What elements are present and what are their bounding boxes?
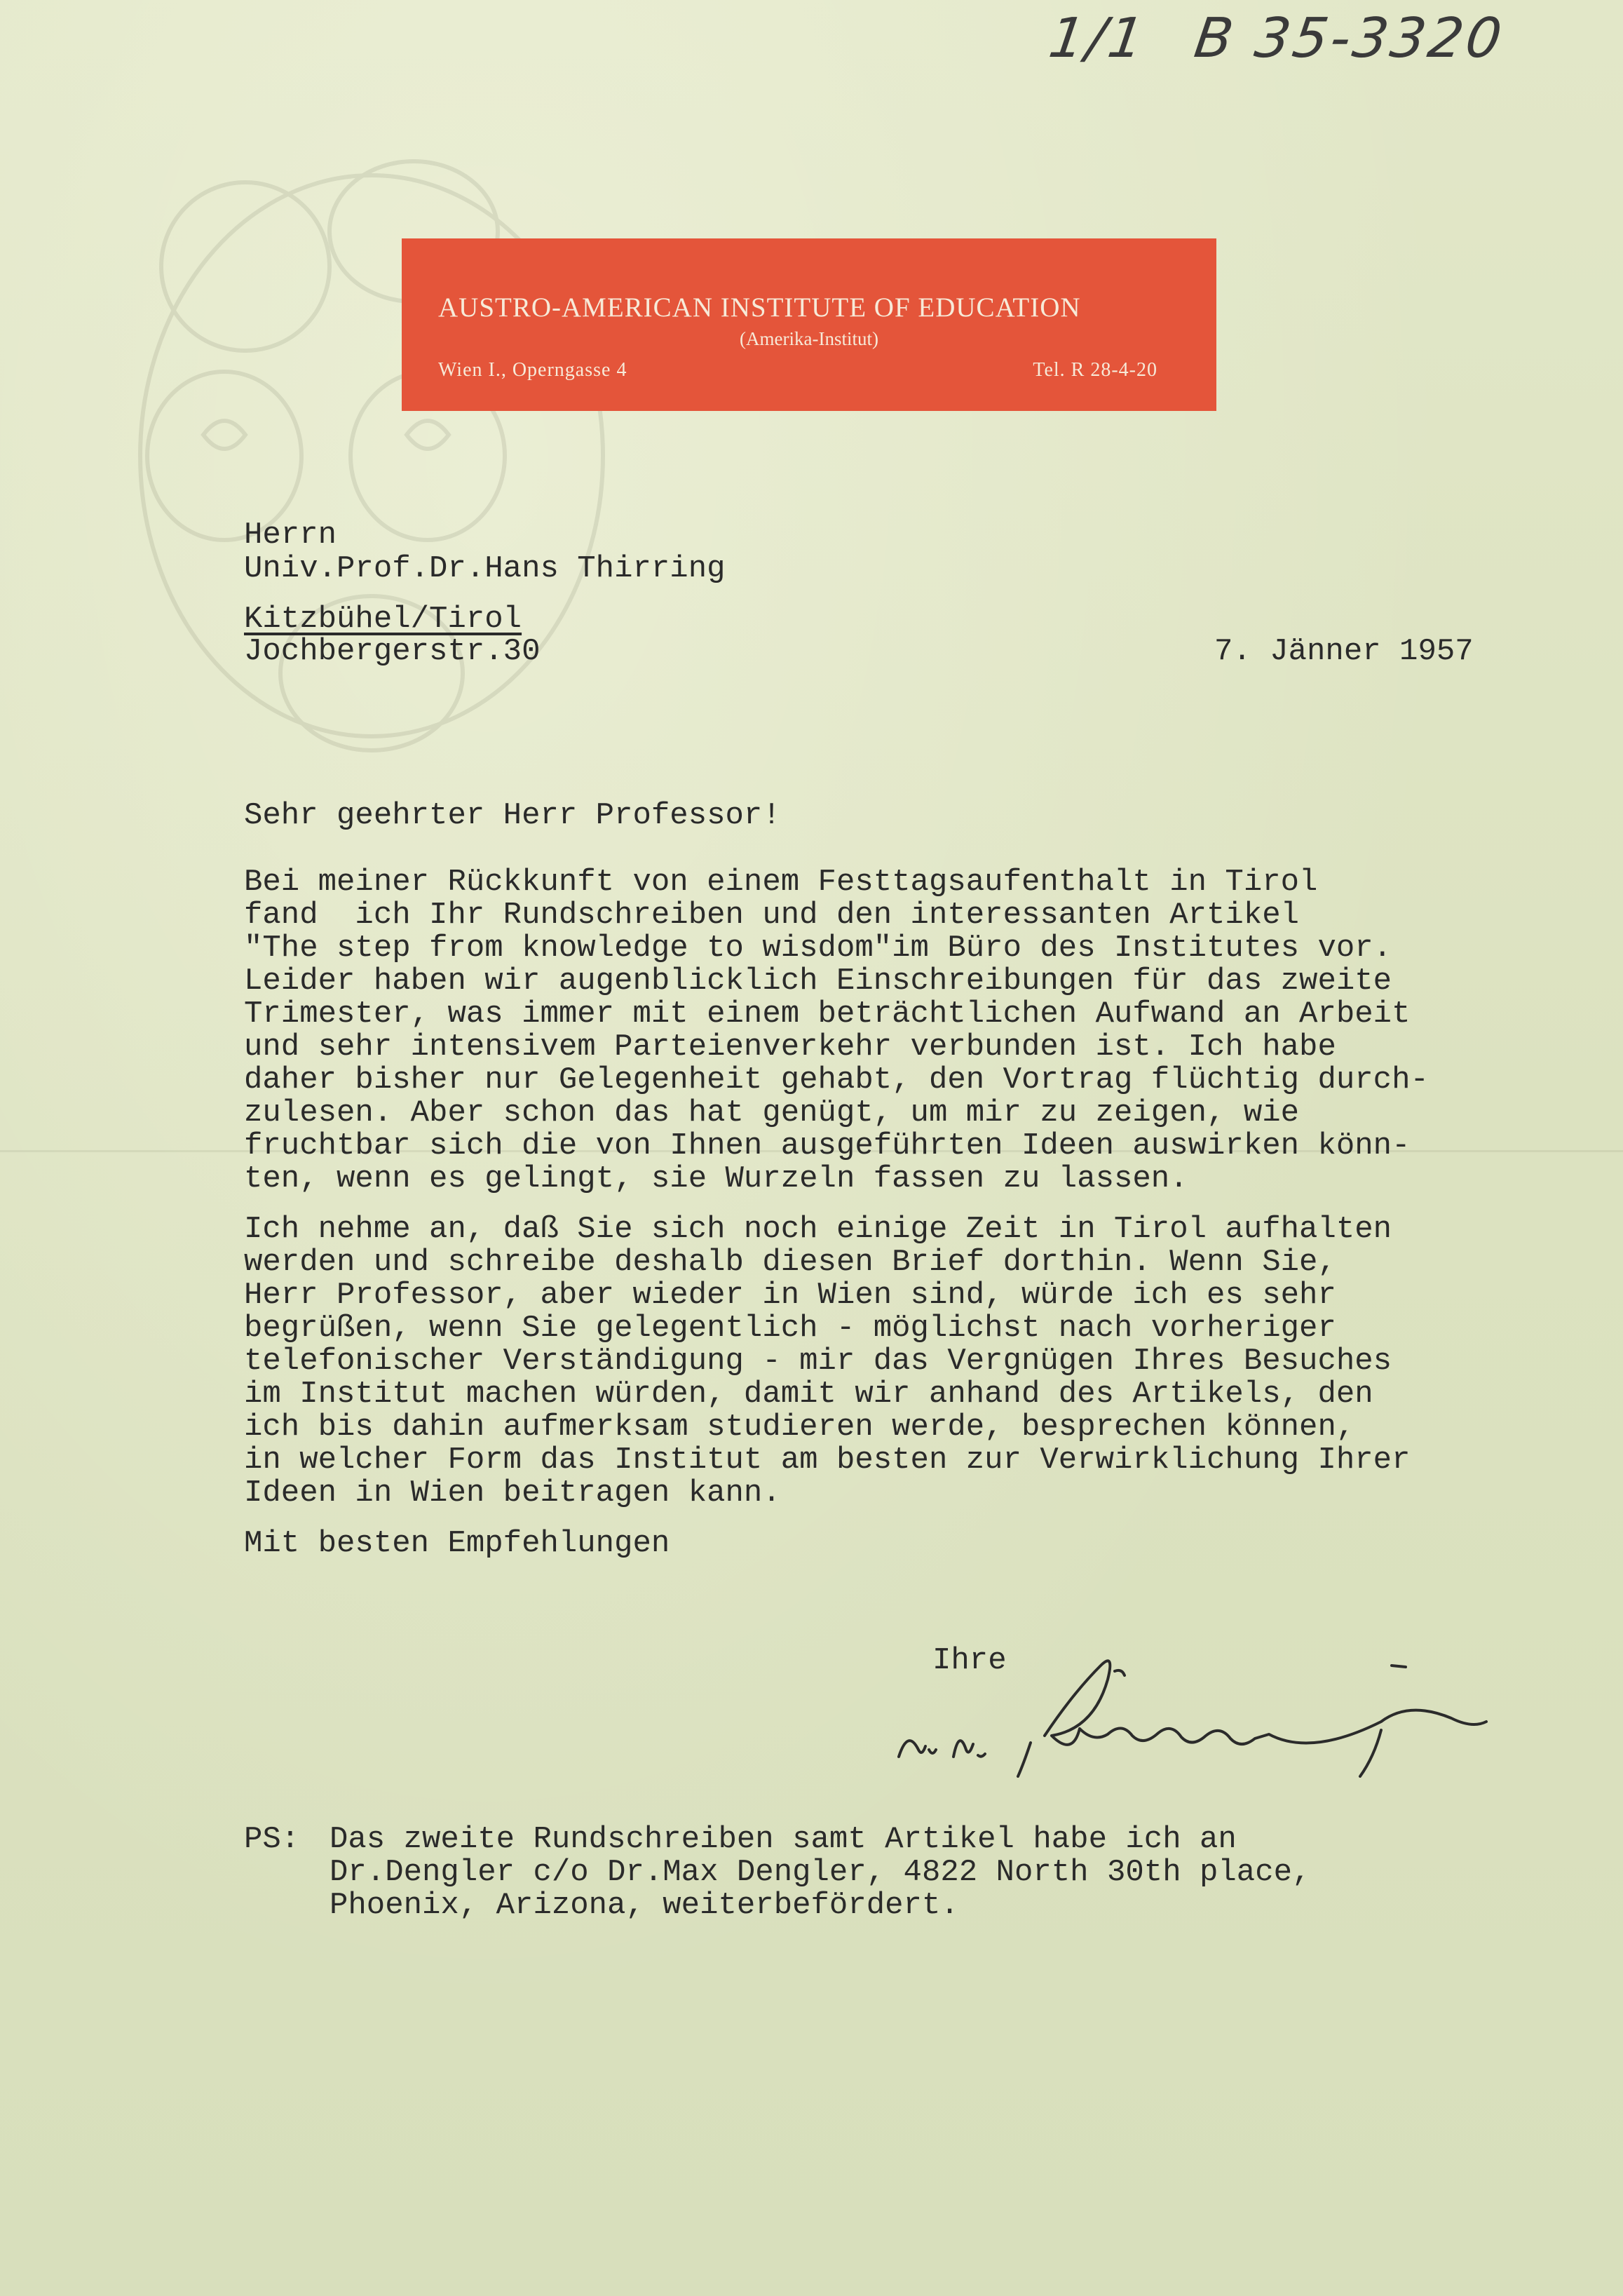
salutation: Sehr geehrter Herr Professor! xyxy=(244,798,781,833)
paragraph-line: fand ich Ihr Rundschreiben und den interessanten Artikel xyxy=(244,898,1300,933)
paragraph-line: daher bisher nur Gelegenheit gehabt, den Vortrag flüchtig durch- xyxy=(244,1062,1429,1098)
archive-folio: 1/1 xyxy=(1045,7,1151,70)
paragraph-line: ten, wenn es gelingt, sie Wurzeln fassen zu lassen. xyxy=(244,1161,1188,1196)
ps-line: Phoenix, Arizona, weiterbefördert. xyxy=(330,1888,959,1923)
paragraph-line: werden und schreibe deshalb diesen Brief dorthin. Wenn Sie, xyxy=(244,1245,1336,1280)
archive-notation xyxy=(1045,7,1508,70)
recipient-line-3: Kitzbühel/Tirol xyxy=(244,602,522,637)
institute-name: AUSTRO-AMERICAN INSTITUTE OF EDUCATION xyxy=(438,292,1081,323)
paragraph-line: fruchtbar sich die von Ihnen ausgeführten Ideen auswirken könn- xyxy=(244,1128,1411,1163)
paragraph-line: in welcher Form das Institut am besten zur Verwirklichung Ihrer xyxy=(244,1443,1411,1478)
institute-address: Wien I., Operngasse 4 xyxy=(438,359,627,381)
paragraph-line: Herr Professor, aber wieder in Wien sind, würde ich es sehr xyxy=(244,1278,1336,1313)
institute-phone: Tel. R 28-4-20 xyxy=(1033,359,1157,381)
handwritten-signature xyxy=(890,1652,1507,1778)
recipient-line-2: Univ.Prof.Dr.Hans Thirring xyxy=(244,551,726,586)
paragraph-line: Trimester, was immer mit einem beträchtlichen Aufwand an Arbeit xyxy=(244,997,1411,1032)
institute-subtitle: (Amerika-Institut) xyxy=(740,328,878,349)
paragraph-line: Bei meiner Rückkunft von einem Festtagsaufenthalt in Tirol xyxy=(244,865,1318,900)
recipient-line-1: Herrn xyxy=(244,518,337,553)
ps-line: Das zweite Rundschreiben samt Artikel habe ich an xyxy=(330,1822,1237,1857)
paragraph-line: Leider haben wir augenblicklich Einschreibungen für das zweite xyxy=(244,964,1392,999)
ps-label: PS: xyxy=(244,1822,300,1857)
paragraph-line: begrüßen, wenn Sie gelegentlich - möglichst nach vorheriger xyxy=(244,1311,1336,1346)
paragraph-line: zulesen. Aber schon das hat genügt, um mir zu zeigen, wie xyxy=(244,1095,1300,1130)
paragraph-line: Ideen in Wien beitragen kann. xyxy=(244,1475,781,1511)
paragraph-line: "The step from knowledge to wisdom"im Büro des Institutes vor. xyxy=(244,931,1392,966)
signoff: Ihre xyxy=(932,1643,1007,1678)
paragraph-line: ich bis dahin aufmerksam studieren werde, besprechen können, xyxy=(244,1410,1355,1445)
paragraph-line: und sehr intensivem Parteienverkehr verbunden ist. Ich habe xyxy=(244,1029,1336,1065)
paragraph-line: im Institut machen würden, damit wir anhand des Artikels, den xyxy=(244,1377,1373,1412)
paragraph-line: Ich nehme an, daß Sie sich noch einige Zeit in Tirol aufhalten xyxy=(244,1212,1392,1247)
closing: Mit besten Empfehlungen xyxy=(244,1526,670,1561)
archive-signature: B 35-3320 xyxy=(1190,7,1509,70)
letter-date: 7. Jänner 1957 xyxy=(1214,634,1474,669)
recipient-line-4: Jochbergerstr.30 xyxy=(244,634,541,669)
letterhead xyxy=(402,238,1216,411)
paragraph-line: telefonischer Verständigung - mir das Vergnügen Ihres Besuches xyxy=(244,1344,1392,1379)
ps-line: Dr.Dengler c/o Dr.Max Dengler, 4822 North 30th place, xyxy=(330,1855,1311,1890)
